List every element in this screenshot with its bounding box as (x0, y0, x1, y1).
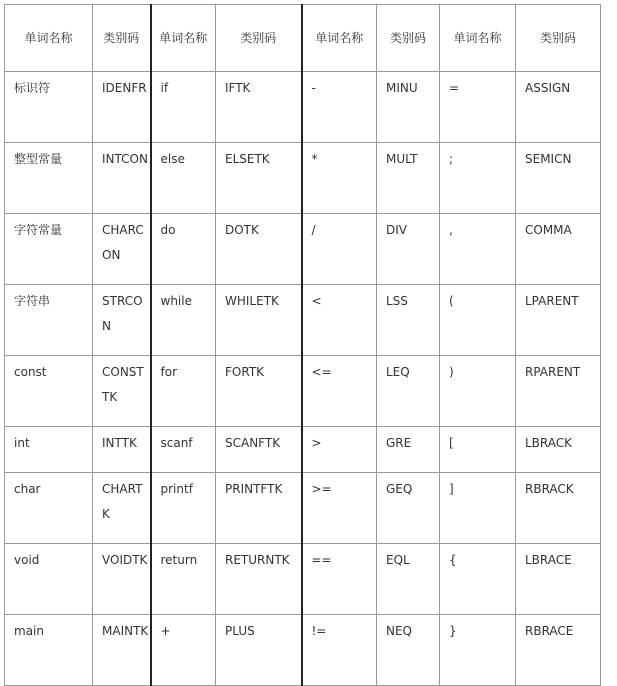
table-cell: LEQ (377, 356, 440, 427)
table-cell: == (302, 544, 377, 615)
table-cell: [ (440, 427, 516, 473)
table-cell: WHILETK (216, 285, 302, 356)
table-cell: } (440, 615, 516, 686)
table-cell: < (302, 285, 377, 356)
table-cell: <= (302, 356, 377, 427)
header-cell: 类别码 (377, 5, 440, 72)
table-cell: >= (302, 473, 377, 544)
table-cell: 字符常量 (5, 214, 93, 285)
table-cell: INTTK (93, 427, 151, 473)
table-cell: 整型常量 (5, 143, 93, 214)
table-cell: PRINTFTK (216, 473, 302, 544)
table-cell: char (5, 473, 93, 544)
table-cell: int (5, 427, 93, 473)
table-cell: LPARENT (516, 285, 601, 356)
table-cell: MINU (377, 72, 440, 143)
table-cell: DIV (377, 214, 440, 285)
table-cell: DOTK (216, 214, 302, 285)
table-row (5, 615, 601, 686)
table-cell: 字符串 (5, 285, 93, 356)
table-row (5, 427, 601, 473)
table-cell: while (151, 285, 216, 356)
table-cell: != (302, 615, 377, 686)
table-cell: ELSETK (216, 143, 302, 214)
table-cell: SEMICN (516, 143, 601, 214)
token-table (4, 4, 601, 686)
table-cell: ) (440, 356, 516, 427)
table-cell: - (302, 72, 377, 143)
header-cell: 单词名称 (302, 5, 377, 72)
table-cell: LBRACE (516, 544, 601, 615)
table-row (5, 356, 601, 427)
table-cell: for (151, 356, 216, 427)
table-cell: LSS (377, 285, 440, 356)
table-cell: STRCON (93, 285, 151, 356)
table-cell: LBRACK (516, 427, 601, 473)
table-cell: * (302, 143, 377, 214)
table-cell: do (151, 214, 216, 285)
header-cell: 单词名称 (5, 5, 93, 72)
table-cell: RBRACK (516, 473, 601, 544)
table-cell: else (151, 143, 216, 214)
header-cell: 单词名称 (151, 5, 216, 72)
table-cell: INTCON (93, 143, 151, 214)
table-cell: ] (440, 473, 516, 544)
table-cell: main (5, 615, 93, 686)
table-cell: VOIDTK (93, 544, 151, 615)
table-cell: GEQ (377, 473, 440, 544)
table-cell: printf (151, 473, 216, 544)
table-cell: CONSTTK (93, 356, 151, 427)
header-cell: 单词名称 (440, 5, 516, 72)
table-cell: ( (440, 285, 516, 356)
table-cell: = (440, 72, 516, 143)
table-row (5, 143, 601, 214)
table-cell: > (302, 427, 377, 473)
table-cell: NEQ (377, 615, 440, 686)
table-cell: const (5, 356, 93, 427)
table-cell: void (5, 544, 93, 615)
table-cell: EQL (377, 544, 440, 615)
table-cell: MULT (377, 143, 440, 214)
table-cell: CHARTK (93, 473, 151, 544)
table-row (5, 72, 601, 143)
table-cell: / (302, 214, 377, 285)
table-cell: ; (440, 143, 516, 214)
table-cell: , (440, 214, 516, 285)
table-cell: return (151, 544, 216, 615)
table-row (5, 214, 601, 285)
table-cell: SCANFTK (216, 427, 302, 473)
table-header-row (5, 5, 601, 72)
table-row (5, 544, 601, 615)
table-cell: 标识符 (5, 72, 93, 143)
table-cell: FORTK (216, 356, 302, 427)
table-cell: COMMA (516, 214, 601, 285)
table-cell: + (151, 615, 216, 686)
table-cell: RETURNTK (216, 544, 302, 615)
table-row (5, 473, 601, 544)
header-cell: 类别码 (93, 5, 151, 72)
table-cell: IFTK (216, 72, 302, 143)
table-cell: GRE (377, 427, 440, 473)
table-cell: scanf (151, 427, 216, 473)
table-cell: if (151, 72, 216, 143)
table-cell: { (440, 544, 516, 615)
table-cell: IDENFR (93, 72, 151, 143)
table-cell: RBRACE (516, 615, 601, 686)
table-row (5, 285, 601, 356)
table-cell: ASSIGN (516, 72, 601, 143)
header-cell: 类别码 (216, 5, 302, 72)
table-cell: RPARENT (516, 356, 601, 427)
header-cell: 类别码 (516, 5, 601, 72)
table-cell: MAINTK (93, 615, 151, 686)
table-cell: PLUS (216, 615, 302, 686)
table-cell: CHARCON (93, 214, 151, 285)
